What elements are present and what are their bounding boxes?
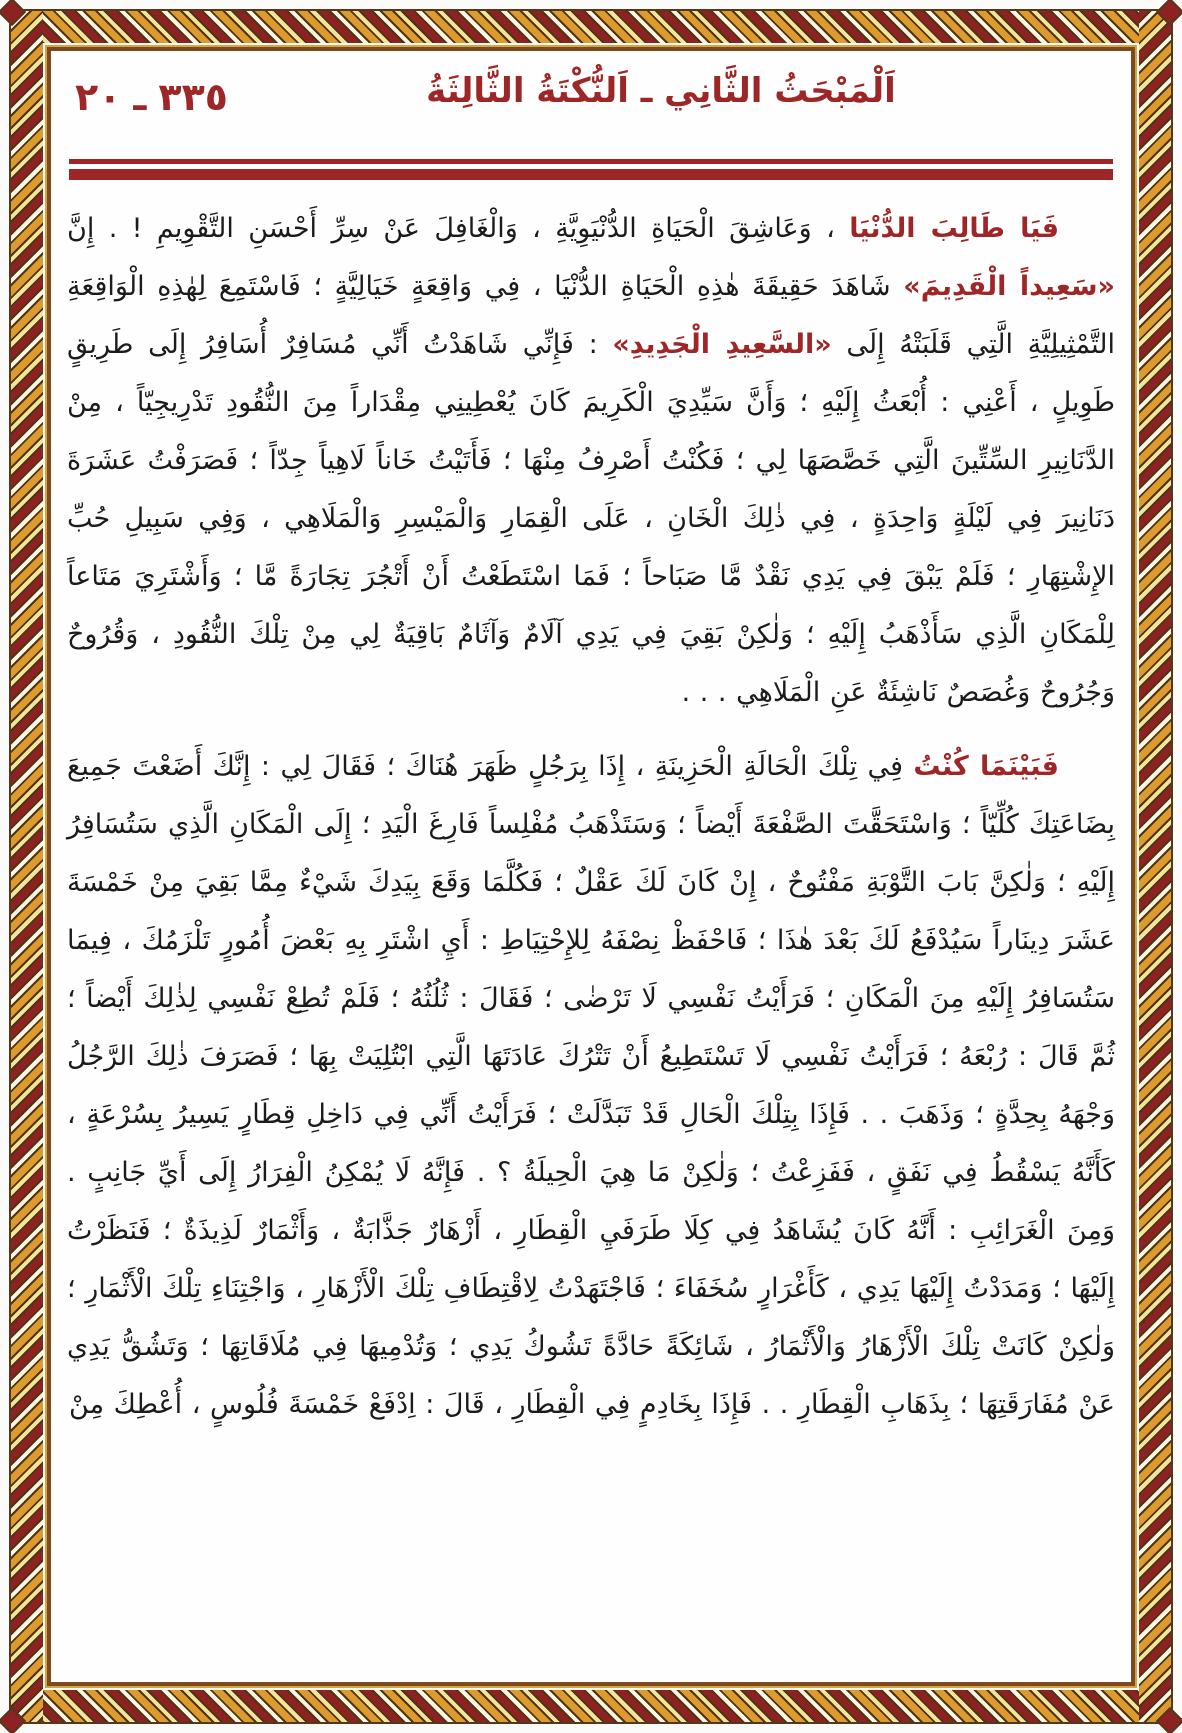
page-number <box>75 75 228 119</box>
body-run: فِي تِلْكَ الْحَالَةِ الْحَزِينَةِ ، إِذَا بِرَجُلٍ ظَهَرَ هُنَاكَ ؛ فَقَالَ لِي : إِنَّكَ أَضَعْتَ جَمِيعَ بِضَاعَتِكَ كُلِّيّاً ؛ وَاسْتَحَقَّتَ الصَّفْعَةَ أَيْضاً ؛ وَسَتَذْهَبُ مُفْلِساً فَارِغَ الْيَدِ ؛ إِلَى الْمَكَانِ الَّذِي سَتُسَافِرُ إِلَيْهِ ؛ وَلٰكِنَّ بَابَ التَّوْبَةِ مَفْتُوحٌ ، إِنْ كَانَ لَكَ عَقْلٌ ؛ فَكُلَّمَا وَقَعَ بِيَدِكَ شَيْءٌ مِمَّا بَقِيَ مِنْ خَمْسَةَ عَشَرَ دِينَاراً سَيُدْفَعُ لَكَ بَعْدَ هٰذَا ؛ فَاحْفَظْ نِصْفَهُ لِلإِحْتِيَاطِ : أَيِ اشْتَرِ بِهِ بَعْضَ أُمُورٍ تَلْزَمُكَ ، فِيمَا سَتُسَافِرُ إِلَيْهِ مِنَ الْمَكَانِ ؛ فَرَأَيْتُ نَفْسِي لَا تَرْضٰى ؛ فَقَالَ : ثُلُثُهُ ؛ فَلَمْ تُطِعْ نَفْسِي لِذٰلِكَ أَيْضاً ؛ ثُمَّ قَالَ : رُبْعَهُ ؛ فَرَأَيْتُ نَفْسِي لَا تَسْتَطِيعُ أَنْ تَتْرُكَ عَادَتَهَا الَّتِي ابْتُلِيَتْ بِهَا ؛ فَصَرَفَ ذٰلِكَ الرَّجُلُ وَجْهَهُ بِحِدَّةٍ ؛ وَذَهَبَ . . فَإِذَا بِتِلْكَ الْحَالِ قَدْ تَبَدَّلَتْ ؛ فَرَأَيْتُ أَنِّي فِي دَاخِلِ قِطَارٍ يَسِيرُ بِسُرْعَةٍ ، كَأَنَّهُ يَسْقُطُ فِي نَفَقٍ ، فَفَزِعْتُ ؛ وَلٰكِنْ مَا هِيَ الْحِيلَةُ ؟ . فَإِنَّهُ لَا يُمْكِنُ الْفِرَارُ إِلَى أَيِّ جَانِبٍ . وَمِنَ الْغَرَائِبِ : أَنَّهُ كَانَ يُشَاهَدُ فِي كِلَا طَرَفَيِ الْقِطَارِ ، أَزْهَارٌ جَذَّابَةٌ ، وَأَثْمَارٌ لَذِيذَةٌ ؛ فَنَظَرْتُ إِلَيْهَا ؛ وَمَدَدْتُ إِلَيْهَا يَدِي ، كَأَغْرَارٍ سُخَفَاءَ ؛ فَاجْتَهَدْتُ لِاقْتِطَافِ تِلْكَ الْأَزْهَارِ ، وَاجْتِنَاءِ تِلْكَ الْأَثْمَارِ ؛ وَلٰكِنْ كَانَتْ تِلْكَ الْأَزْهَارُ وَالْأَثْمَارُ ، شَائِكَةً حَادَّةً تَشُوكُ يَدِي ؛ وَتُدْمِيهَا فِي مُلَاقَاتِهَا ؛ وَتَشُقُّ يَدِي عَنْ مُفَارَقَتِهَا ؛ بِذَهَابِ الْقِطَارِ . . فَإِذَا بِخَادِمٍ فِي الْقِطَارِ ، قَالَ : اِدْفَعْ خَمْسَةَ فُلُوسٍ ، أُعْطِكَ مِنْ <box>67 751 1115 1420</box>
body-run: شَاهَدَ حَقِيقَةَ هٰذِهِ الْحَيَاةِ الدُّنْيَا ، فِي وَاقِعَةٍ خَيَالِيَّةٍ ؛ فَاسْتَمِعَ لِهٰذِهِ الْوَاقِعَةِ التَّمْثِيلِيَّةِ الَّتِي قَلَبَتْهُ إِلَى <box>67 271 1115 360</box>
page-content <box>47 47 1135 1686</box>
divider-thin-line <box>69 159 1113 164</box>
ornamental-border-right <box>1139 11 1171 1722</box>
highlighted-phrase: «السَّعِيدِ الْجَدِيدِ» <box>612 329 832 360</box>
body-paragraph <box>67 738 1115 1434</box>
page-number-first: ٢٠ <box>75 75 122 119</box>
page-title: اَلْمَبْحَثُ الثَّانِي ـ اَلنُّكْتَةُ الثَّالِثَةُ <box>426 71 896 111</box>
body-run: : فَإِنِّي شَاهَدْتُ أَنِّي مُسَافِرٌ أُسَافِرُ إِلَى طَرِيقٍ طَوِيلٍ ، أَعْنِي : أُبْعَثُ إِلَيْهِ ؛ وَأَنَّ سَيِّدِيَ الْكَرِيمَ كَانَ يُعْطِينِي مِقْدَاراً مِنَ النُّقُودِ تَدْرِيجِيّاً ، مِنْ الدَّنَانِيرِ السِّتِّينَ الَّتِي خَصَّصَهَا لِي ؛ فَكُنْتُ أَصْرِفُ مِنْهَا ؛ فَأَتَيْتُ خَاناً لَاهِياً جِدّاً ؛ فَصَرَفْتُ عَشَرَةَ دَنَانِيرَ فِي لَيْلَةٍ وَاحِدَةٍ ، فِي ذٰلِكَ الْخَانِ ، عَلَى الْقِمَارِ وَالْمَيْسِرِ وَالْمَلَاهِي ، وَفِي سَبِيلِ حُبِّ الإِشْتِهَارِ ؛ فَلَمْ يَبْقَ فِي يَدِي نَقْدٌ مَّا صَبَاحاً ؛ فَمَا اسْتَطَعْتُ أَنْ أَتْجُرَ تِجَارَةً مَّا ؛ وَأَشْتَرِيَ مَتَاعاً لِلْمَكَانِ الَّذِي سَأَذْهَبُ إِلَيْهِ ؛ وَلٰكِنْ بَقِيَ فِي يَدِي آلَامٌ وَآثَامٌ بَاقِيَةٌ لِي مِنْ تِلْكَ النُّقُودِ ، وَقُرُوحٌ وَجُرُوحٌ وَغُصَصٌ نَاشِئَةٌ عَنِ الْمَلَاهِي . . . <box>67 329 1115 708</box>
page-header <box>67 65 1115 145</box>
highlighted-phrase: فَيَا طَالِبَ الدُّنْيَا <box>849 213 1060 244</box>
page-number-second: ٣٣٥ <box>158 75 228 119</box>
highlighted-phrase: فَبَيْنَمَا كُنْتُ <box>913 751 1059 782</box>
highlighted-phrase: «سَعِيداً الْقَدِيمَ» <box>903 271 1116 302</box>
ornamental-border-top <box>11 11 1171 43</box>
ornamental-border-left <box>11 11 43 1722</box>
body-text <box>67 200 1115 1434</box>
body-paragraph <box>67 200 1115 722</box>
header-divider <box>69 159 1113 180</box>
body-run: ، وَعَاشِقَ الْحَيَاةِ الدُّنْيَوِيَّةِ ، وَالْغَافِلَ عَنْ سِرِّ أَحْسَنِ التَّقْوِيمِ ! . إِنَّ <box>67 213 850 244</box>
ornamental-border-bottom <box>11 1690 1171 1722</box>
page-number-separator: ـ <box>133 75 147 119</box>
divider-thick-line <box>69 169 1113 180</box>
